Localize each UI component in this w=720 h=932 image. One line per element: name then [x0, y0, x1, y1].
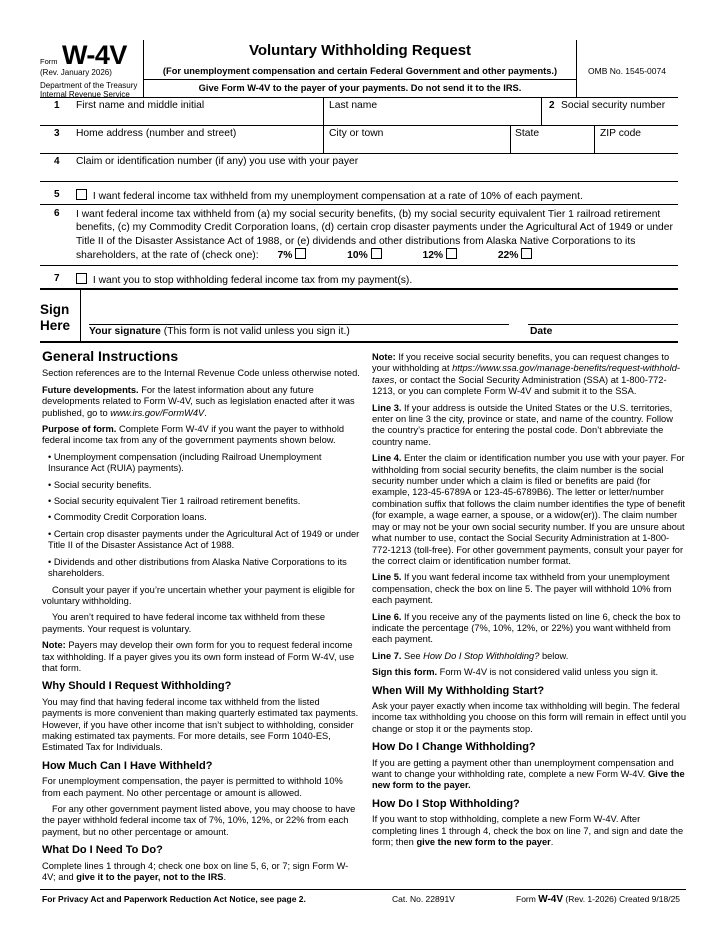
- change-heading: How Do I Change Withholding?: [372, 741, 536, 754]
- date-label: Date: [530, 326, 553, 337]
- why-text: You may find that having federal income tax withheld from the listed payments is more convenient than making quarterly estimated tax payments. However, if you have other income that isn’t subject to withholding, consider making estimated tax payments. For more details, see Form 1040-ES, Estimated Tax for Individuals.: [42, 696, 359, 753]
- how-much-text-1: For unemployment compensation, the payer is permitted to withhold 10% from each payment. No other percentage or amount is allowed.: [42, 776, 343, 798]
- line-7-checkbox[interactable]: [76, 273, 87, 284]
- sign-divider: [80, 289, 81, 341]
- consult-payer: Consult your payer if you’re uncertain whether your payment is eligible for voluntary withholding.: [42, 584, 355, 606]
- sign-instruction-label: Sign this form.: [372, 667, 438, 678]
- divider-3a: [323, 125, 324, 153]
- signature-note: (This form is not valid unless you sign it.): [160, 326, 350, 337]
- line-6-number: 6: [54, 208, 60, 219]
- instructions-right-column: [372, 352, 686, 853]
- pct-22-label: 22%: [497, 250, 519, 262]
- sign-here-label: [40, 302, 70, 334]
- when-text: Ask your payer exactly when income tax withholding will begin. The federal income tax withholding you choose on this form will remain in effect until you change or stop it or the payments stop.: [372, 700, 687, 734]
- stop-text: [372, 814, 686, 848]
- purpose-of-form: [42, 424, 360, 447]
- divider-3b: [510, 125, 511, 153]
- section-references: Section references are to the Internal Revenue Code unless otherwise noted.: [42, 368, 360, 379]
- stop-bold: give the new form to the payer: [416, 837, 551, 848]
- why-heading: Why Should I Request Withholding?: [42, 680, 232, 693]
- form-word: Form: [40, 57, 58, 66]
- future-developments: [42, 385, 360, 419]
- sign-instruction: [372, 667, 686, 678]
- bullet-item: • Unemployment compensation (including Railroad Unemployment Insurance Act (RUIA) payments).: [48, 451, 322, 474]
- claim-number-field[interactable]: Claim or identification number (if any) you use with your payer: [76, 156, 359, 167]
- note-text: Payers may develop their own form for you to request federal income tax withholding. If a payer gives you its own form instead of Form W-4V, use that form.: [42, 640, 355, 673]
- pct-10-checkbox[interactable]: [371, 248, 382, 259]
- rule-5: [40, 204, 678, 205]
- future-dev-text: For the latest information about any future developments related to Form W-4V, such as legislation enacted after it was published, go to: [42, 384, 355, 418]
- line-6-body: If you receive any of the payments listed on line 6, check the box to indicate the percentage (7%, 10%, 12%, or 22%) you want withheld from each payment.: [372, 611, 681, 645]
- line-5-label: Line 5.: [372, 572, 402, 583]
- what-do-heading: What Do I Need To Do?: [42, 844, 163, 857]
- first-name-field[interactable]: First name and middle initial: [76, 100, 205, 111]
- line-5-body: If you want federal income tax withheld from your unemployment compensation, check the box on line 5. The payer will withhold 10% from each payment.: [372, 572, 672, 606]
- bullet-item: • Social security benefits.: [48, 479, 152, 490]
- divider-1a: [323, 97, 324, 125]
- not-required: You aren’t required to have federal income tax withheld from these payments. Your request is voluntary.: [42, 612, 326, 634]
- payer-note: [42, 640, 360, 674]
- stop-body: If you want to stop withholding, complete a new Form W-4V. After completing lines 1 through 4, check the box on line 7, and sign and date the form; then: [372, 814, 684, 848]
- bullet-item: • Dividends and other distributions from Alaska Native Corporations to its shareholders.: [48, 556, 347, 579]
- agency-line: Internal Revenue Service: [40, 90, 130, 99]
- line-2-number: 2: [549, 100, 555, 111]
- stop-end: .: [550, 837, 554, 848]
- line-7-instruction: [372, 651, 686, 662]
- form-subtitle: (For unemployment compensation and certain Federal Government and other payments.): [162, 66, 558, 76]
- pct-12-label: 12%: [422, 250, 444, 262]
- privacy-notice: For Privacy Act and Paperwork Reduction Act Notice, see page 2.: [42, 894, 306, 904]
- line-5-text: I want federal income tax withheld from my unemployment compensation at a rate of 10% of each payment.: [92, 191, 583, 202]
- sign-word: Sign: [40, 302, 70, 317]
- line-3-instruction: [372, 403, 686, 449]
- rule-3: [40, 153, 678, 154]
- pct-7-checkbox[interactable]: [295, 248, 306, 259]
- line-4-number: 4: [54, 156, 60, 167]
- revision-date: (Rev. January 2026): [40, 68, 112, 77]
- line-7-label: Line 7.: [372, 650, 402, 661]
- home-address-field[interactable]: Home address (number and street): [76, 128, 237, 139]
- zip-field[interactable]: ZIP code: [600, 128, 642, 139]
- state-field[interactable]: State: [515, 128, 540, 139]
- irs-link[interactable]: www.irs.gov/FormW4V: [110, 407, 205, 418]
- line-5-number: 5: [54, 189, 60, 200]
- bullet-item: • Social security equivalent Tier 1 railroad retirement benefits.: [48, 496, 301, 507]
- omb-number: OMB No. 1545-0074: [588, 66, 666, 76]
- footer-form-number: W-4V: [538, 894, 564, 905]
- instructions-left-column: [42, 348, 360, 888]
- signature-line[interactable]: [89, 324, 509, 325]
- footer-revision: (Rev. 1-2026) Created 9/18/25: [563, 894, 681, 904]
- how-much-heading: How Much Can I Have Withheld?: [42, 759, 213, 772]
- ssa-note-end: , or contact the Social Security Administration (SSA) at 1-800-772-1213, or you can complete Form W-4V and submit it to the SSA.: [372, 374, 667, 397]
- rule-1: [40, 125, 678, 126]
- purpose-text: Complete Form W-4V if you want the payer to withhold federal income tax from any of the government payments shown below.: [42, 424, 345, 446]
- line-7-body: See: [401, 650, 424, 661]
- pct-22-checkbox[interactable]: [521, 248, 532, 259]
- ssn-field[interactable]: Social security number: [561, 100, 666, 111]
- line-6-text: I want federal income tax withheld from (a) my social security benefits, (b) my social security equivalent Tier 1 railroad retirement benefits, (c) my Commodity Credit Corporation loans, (d) certain crop disaster payments under the Agricultural Act of 1949 or under Title II of the Disaster Assistance Act of 1988, or (e) dividends and other distributions from Alaska Native Corporations to its shareholders, at the rate of (check one):: [76, 209, 673, 262]
- divider-1b: [541, 97, 542, 125]
- footer-form-word: Form: [516, 894, 539, 904]
- form-number: W-4V: [61, 40, 127, 70]
- future-dev-end: .: [204, 407, 207, 418]
- line-6-block: [76, 208, 686, 263]
- line-3-number: 3: [54, 128, 60, 139]
- note-label: Note:: [42, 640, 66, 651]
- pct-7-label: 7%: [277, 250, 293, 262]
- line-5-checkbox[interactable]: [76, 189, 87, 200]
- what-do-bold: give it to the payer, not to the IRS: [76, 872, 224, 883]
- line-1-number: 1: [54, 100, 60, 111]
- bullet-item: • Commodity Credit Corporation loans.: [48, 512, 207, 523]
- line-4-instruction: [372, 453, 686, 567]
- rule-4: [40, 181, 678, 182]
- footer-rule: [40, 889, 686, 890]
- header-divider-right: [576, 40, 577, 98]
- rule-7: [40, 288, 678, 290]
- divider-3c: [594, 125, 595, 153]
- when-heading: When Will My Withholding Start?: [372, 684, 545, 697]
- bullet-item: • Certain crop disaster payments under the Agricultural Act of 1949 or under Title II of the Disaster Assistance Act of 1988.: [48, 528, 360, 551]
- change-body: If you are getting a payment other than unemployment compensation and want to change your withholding rate, complete a new Form W-4V.: [372, 757, 674, 779]
- city-field[interactable]: City or town: [329, 128, 384, 139]
- department-line: Department of the Treasury: [40, 81, 138, 90]
- line-7-end: below.: [539, 650, 569, 661]
- change-bold: Give the new form to the payer.: [372, 769, 685, 791]
- ssa-link[interactable]: https://www.ssa.gov/manage-benefits/request-withhold-taxes: [372, 363, 680, 385]
- signature-label: [89, 326, 350, 337]
- pct-10-label: 10%: [347, 250, 368, 262]
- footer-form-id: [516, 894, 680, 905]
- subtitle-rule: [143, 79, 576, 80]
- change-text: [372, 758, 686, 792]
- line-3-label: Line 3.: [372, 402, 402, 413]
- ssa-note-text: If you receive social security benefits, you can request changes to your withholding at: [372, 352, 670, 374]
- signature-caption: Your signature: [89, 326, 161, 337]
- line-6-instruction: [372, 612, 686, 646]
- line-7-ref: How Do I Stop Withholding?: [423, 650, 540, 661]
- form-title: Voluntary Withholding Request: [248, 42, 472, 59]
- catalog-number: Cat. No. 22891V: [392, 894, 455, 904]
- general-instructions-heading: General Instructions: [42, 348, 179, 364]
- last-name-field[interactable]: Last name: [329, 100, 378, 111]
- what-do-body: Complete lines 1 through 4; check one box on line 5, 6, or 7; sign Form W-4V; and: [42, 860, 349, 883]
- what-do-end: .: [223, 872, 227, 883]
- ssa-note-label: Note:: [372, 352, 396, 362]
- here-word: Here: [40, 318, 71, 333]
- what-do-text: [42, 861, 360, 884]
- pct-12-checkbox[interactable]: [446, 248, 457, 259]
- sign-bottom-rule: [40, 341, 678, 343]
- line-4-label: Line 4.: [372, 453, 402, 464]
- ssa-note: [372, 352, 686, 398]
- how-much-text-2: For any other government payment listed above, you may choose to have the payer withhold federal income tax of 7%, 10%, 12%, or 22% from each payment, but no other percentage or amount.: [42, 804, 356, 837]
- line-7-number: 7: [54, 273, 60, 284]
- line-7-text: I want you to stop withholding federal income tax from my payment(s).: [92, 275, 413, 286]
- header-bottom-rule: [40, 97, 678, 98]
- form-number-block: [40, 40, 127, 71]
- stop-heading: How Do I Stop Withholding?: [372, 797, 520, 810]
- rule-6: [40, 265, 678, 266]
- line-5-instruction: [372, 572, 686, 606]
- line-3-body: If your address is outside the United States or the U.S. territories, enter on line 3 the city, province or state, and name of the country. Follow the country’s practice for entering the postal code. Don’t abbreviate the country name.: [372, 402, 673, 447]
- purpose-label: Purpose of form.: [42, 424, 117, 435]
- give-form-instruction: Give Form W-4V to the payer of your payments. Do not send it to the IRS.: [198, 83, 522, 93]
- line-6-label: Line 6.: [372, 611, 402, 622]
- date-line[interactable]: [528, 324, 678, 325]
- future-dev-label: Future developments.: [42, 384, 139, 395]
- line-4-body: Enter the claim or identification number you use with your payer. For withholding from social security benefits, the claim number is the social security number under which a claim is filed or benefits are paid (for example, 123-45-6789A or 123-45-6789B6). The letter or letter/number combination suffix that follows the claim number identifies the type of benefit (for example, a wage earner, a spouse, or a widow(er)). The claim number may or may not be your own social security number. If you are unsure about what number to use, contact the Social Security Administration at 1-800-772-1213 (toll-free). For other government payments, consult your payer for the correct claim or identification number format.: [372, 453, 685, 566]
- sign-instruction-body: Form W-4V is not considered valid unless you sign it.: [437, 667, 659, 678]
